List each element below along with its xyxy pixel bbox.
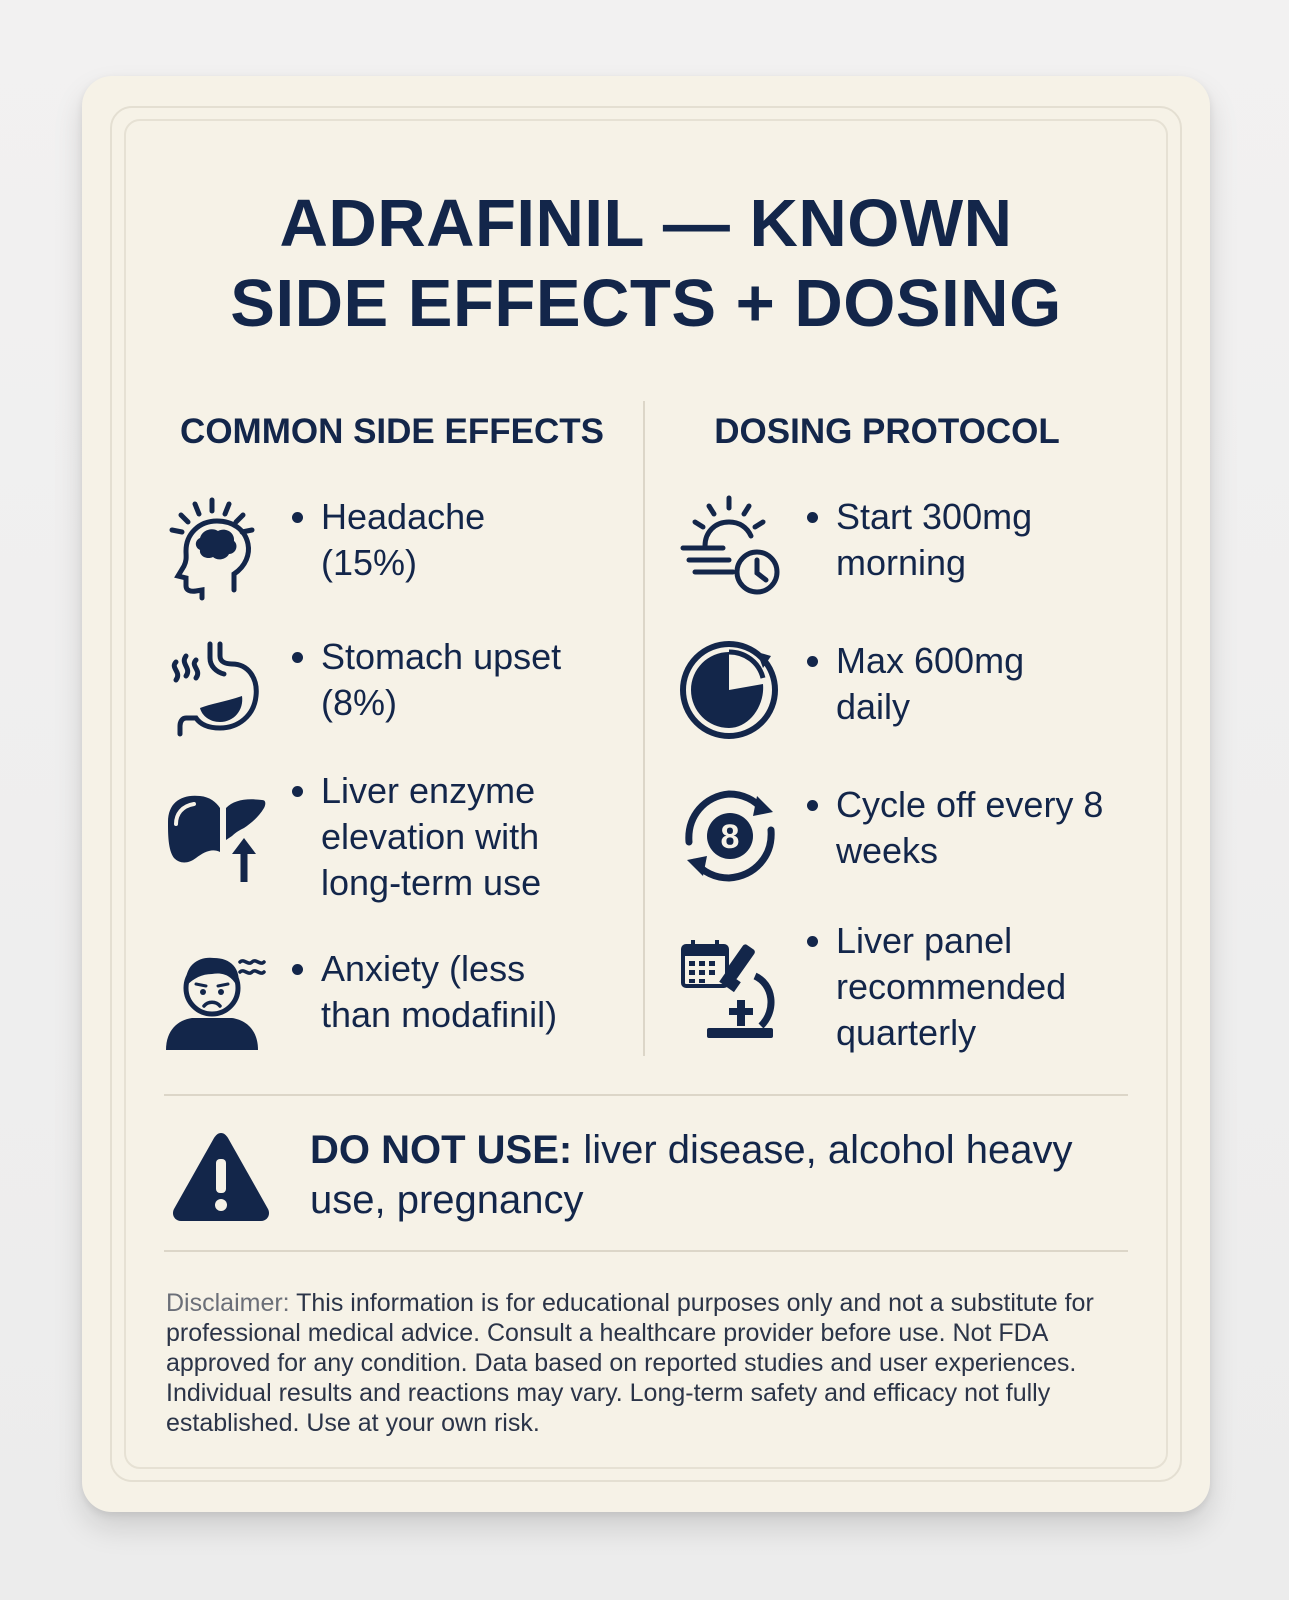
- warning-label: DO NOT USE:: [310, 1128, 573, 1172]
- bullet-dot: [292, 964, 303, 975]
- max-dose-gauge-icon: [677, 638, 787, 748]
- dosing-item-start: [677, 494, 1137, 604]
- side-effect-text: Anxiety (less than modafinil): [321, 948, 558, 1035]
- bullet-dot: [807, 512, 818, 523]
- side-effect-bullet: [292, 768, 591, 906]
- dosing-bullet: [807, 638, 1076, 730]
- disclaimer-text: This information is for educational purposes only and not a substitute for professional medical advice. Consult a healthcare provider before use. Not FDA approved for any condition. Data based on reported studies and user experiences. Individual results and reactions may vary. Long-term safety and efficacy not fully established. Use at your own risk.: [166, 1289, 1094, 1437]
- bullet-dot: [292, 786, 303, 797]
- dosing-text: Max 600mg daily: [836, 640, 1025, 727]
- side-effect-bullet: [292, 946, 601, 1038]
- dosing-bullet: [807, 918, 1096, 1056]
- dosing-text: Liver panel recommended quarterly: [836, 920, 1067, 1053]
- side-effect-text: Liver enzyme elevation with long-term use: [321, 770, 542, 903]
- column-divider: [643, 401, 645, 1056]
- dosing-text: Cycle off every 8 weeks: [836, 784, 1104, 871]
- disclaimer: [166, 1288, 1126, 1438]
- page-title: [82, 184, 1210, 344]
- side-effect-bullet: [292, 494, 591, 586]
- section-divider-bottom: [164, 1250, 1128, 1252]
- side-effect-text: Stomach upset (8%): [321, 636, 562, 723]
- section-divider-top: [164, 1094, 1128, 1096]
- title-line-2: SIDE EFFECTS + DOSING: [230, 266, 1062, 341]
- side-effects-heading: COMMON SIDE EFFECTS: [180, 412, 604, 451]
- side-effect-bullet: [292, 634, 601, 726]
- dosing-bullet: [807, 494, 1086, 586]
- cycle-8-icon: [677, 782, 787, 892]
- sunrise-clock-icon: [677, 494, 787, 604]
- svg-text:8: 8: [720, 818, 740, 856]
- disclaimer-label: Disclaimer:: [166, 1289, 290, 1317]
- warning-text: [310, 1125, 1090, 1225]
- dosing-item-liver-panel: [677, 918, 1137, 1056]
- bullet-dot: [807, 656, 818, 667]
- calendar-microscope-icon: [677, 936, 787, 1046]
- stomach-icon: [162, 634, 272, 744]
- bullet-dot: [292, 652, 303, 663]
- bullet-dot: [292, 512, 303, 523]
- side-effect-item-stomach: [162, 634, 622, 744]
- warning-icon: [166, 1121, 276, 1231]
- side-effect-item-anxiety: [162, 946, 622, 1056]
- anxious-person-icon: [162, 946, 272, 1056]
- bullet-dot: [807, 800, 818, 811]
- warning-box: [166, 1121, 1090, 1231]
- dosing-item-max: [677, 638, 1137, 748]
- title-line-1: ADRAFINIL — KNOWN: [279, 186, 1013, 261]
- side-effect-text: Headache (15%): [321, 496, 486, 583]
- side-effect-item-liver: [162, 768, 622, 906]
- dosing-heading: DOSING PROTOCOL: [714, 412, 1060, 451]
- liver-icon: [162, 778, 272, 888]
- info-card: [82, 76, 1210, 1512]
- side-effect-item-headache: [162, 494, 622, 604]
- dosing-text: Start 300mg morning: [836, 496, 1033, 583]
- warning-conditions: liver disease, alcohol heavy use, pregnancy: [310, 1128, 1073, 1222]
- headache-icon: [162, 494, 272, 604]
- dosing-bullet: [807, 782, 1106, 874]
- bullet-dot: [807, 936, 818, 947]
- dosing-item-cycle: [677, 782, 1137, 892]
